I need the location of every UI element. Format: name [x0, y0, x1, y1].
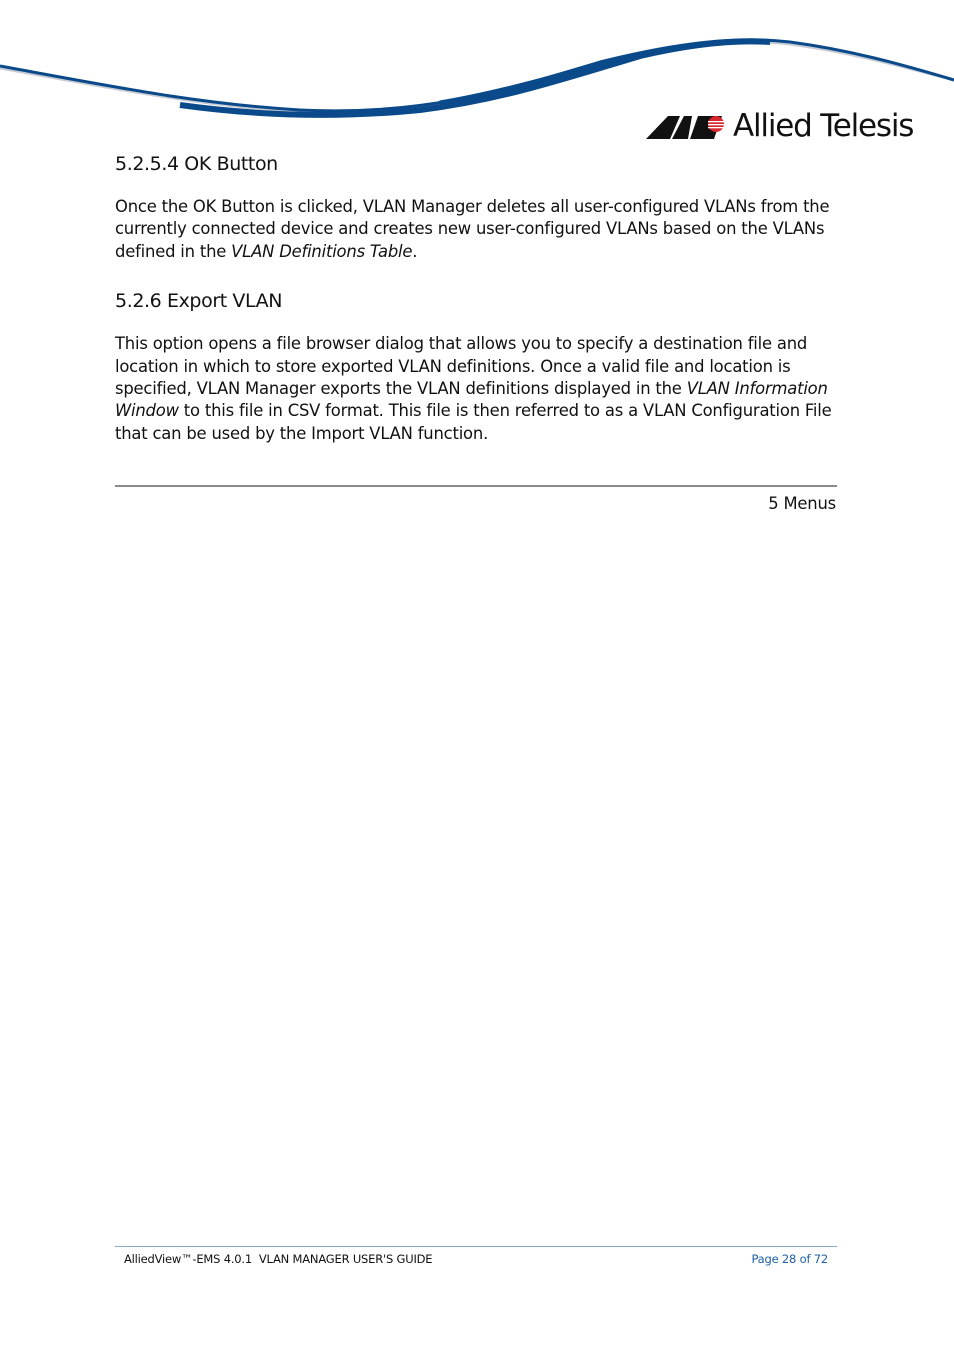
- body-emphasis: VLAN Information Window: [115, 379, 828, 421]
- body-emphasis: VLAN Definitions Table: [231, 241, 413, 261]
- footer-divider: [115, 1246, 837, 1247]
- chapter-label: 5 Menus: [768, 494, 836, 513]
- body-text: to this file in CSV format. This file is then referred to as a VLAN Configuration File that can be used by the Import VLAN function.: [115, 401, 832, 443]
- body-text: .: [412, 241, 418, 261]
- section-divider: [115, 485, 837, 487]
- section-body-export-vlan: [115, 333, 839, 445]
- body-text: Once the OK Button is clicked, VLAN Manager deletes all user-configured VLANs from the currently connected device and creates new user-configured VLANs based on the VLANs defined in the: [115, 197, 830, 261]
- footer-page-number: Page 28 of 72: [751, 1252, 828, 1266]
- section-title-ok-button: 5.2.5.4 OK Button: [115, 153, 278, 175]
- document-content: [115, 150, 839, 445]
- section-body-ok-button: [115, 196, 839, 263]
- logo-text: Allied Telesis: [733, 108, 914, 144]
- footer-document-title: AlliedView™-EMS 4.0.1 VLAN MANAGER USER'S GUIDE: [124, 1252, 433, 1266]
- body-text: This option opens a file browser dialog that allows you to specify a destination file and location in which to store exported VLAN definitions. Once a valid file and location is specified, VLAN Manager exports the VLAN definitions displayed in the: [115, 334, 808, 399]
- section-title-export-vlan: 5.2.6 Export VLAN: [115, 290, 283, 313]
